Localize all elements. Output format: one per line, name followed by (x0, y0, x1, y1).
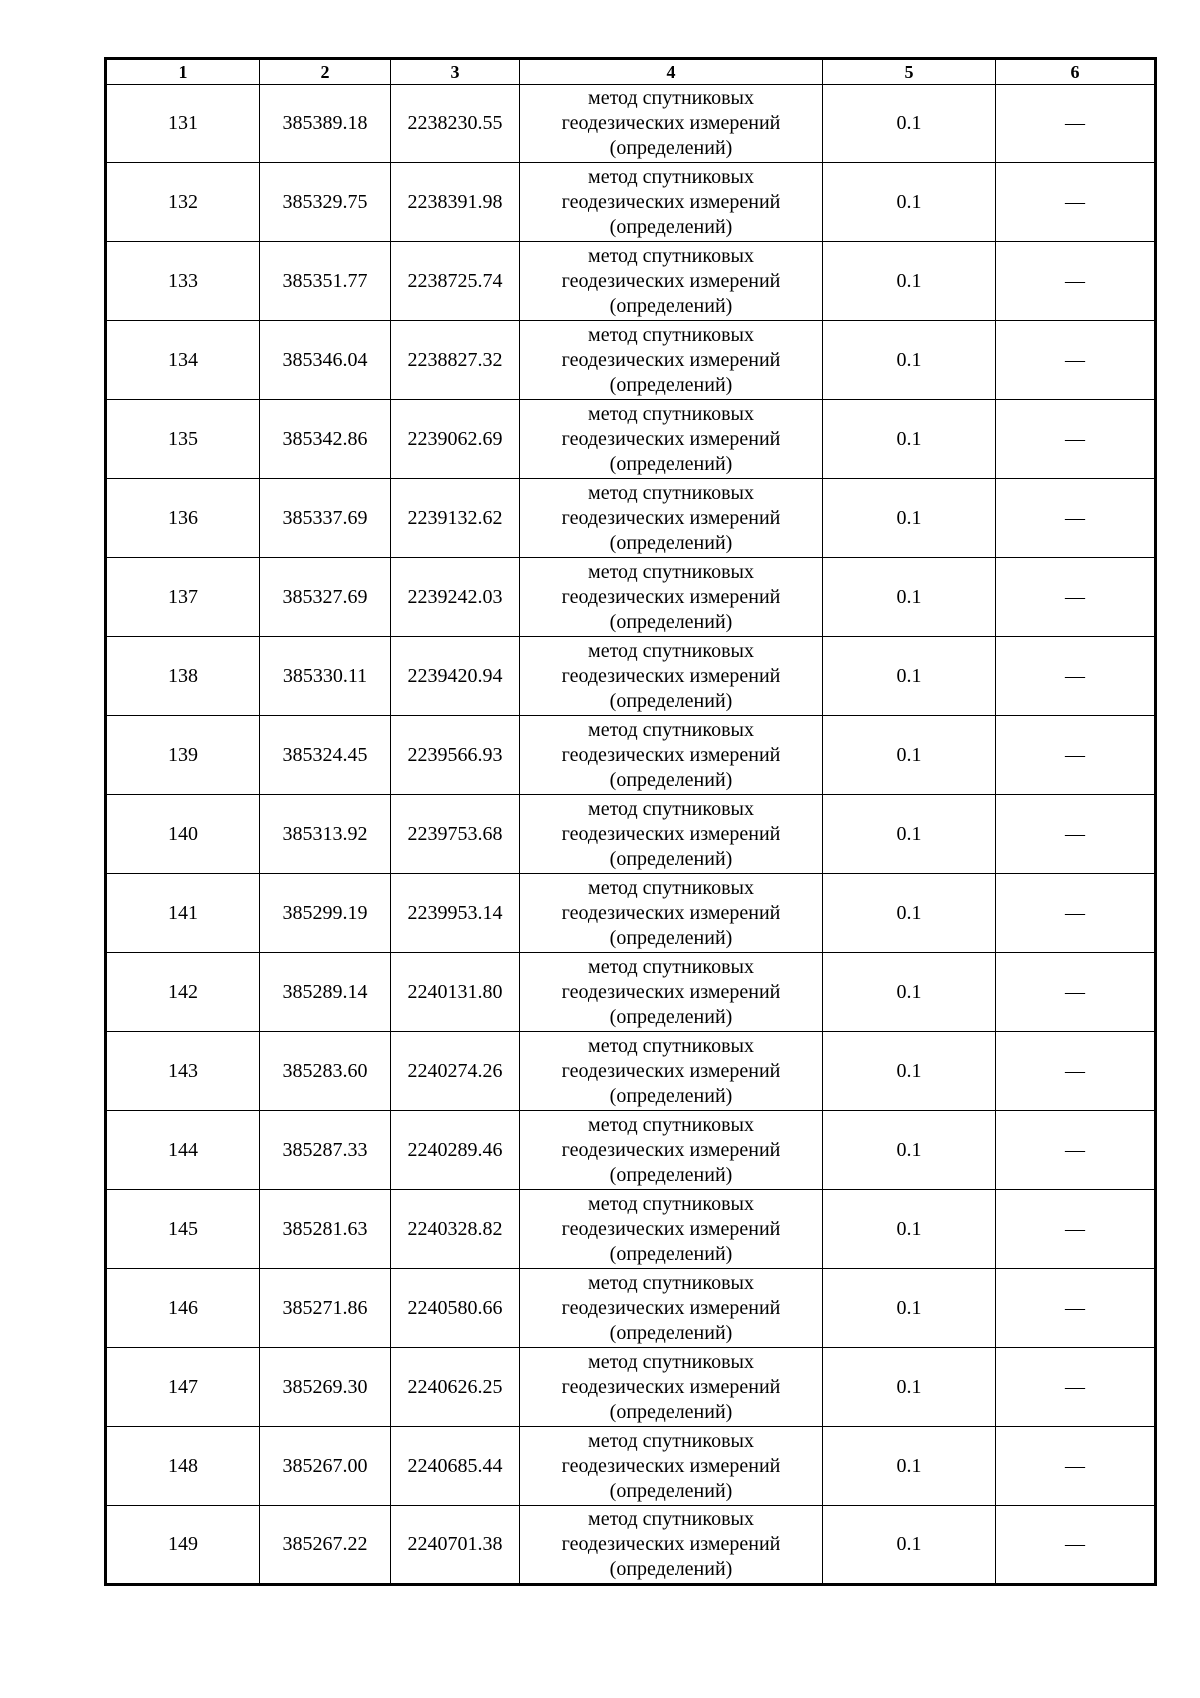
x-coordinate-cell: 385283.60 (260, 1032, 391, 1111)
note-cell: — (996, 1427, 1156, 1506)
point-number-cell: 147 (106, 1348, 260, 1427)
note-cell: — (996, 1111, 1156, 1190)
method-text-line: (определений) (609, 1321, 733, 1344)
point-number-cell: 149 (106, 1506, 260, 1585)
note-cell: — (996, 1269, 1156, 1348)
accuracy-cell: 0.1 (823, 163, 996, 242)
method-cell (520, 953, 823, 1032)
method-text-line: метод спутниковых (588, 1271, 754, 1294)
point-number-cell: 139 (106, 716, 260, 795)
x-coordinate-cell: 385281.63 (260, 1190, 391, 1269)
y-coordinate-cell: 2238230.55 (391, 85, 520, 163)
y-coordinate-cell: 2240328.82 (391, 1190, 520, 1269)
y-coordinate-cell: 2239242.03 (391, 558, 520, 637)
method-cell (520, 1348, 823, 1427)
method-text-line: (определений) (609, 926, 733, 949)
method-text-line: геодезических измерений (561, 1375, 781, 1398)
y-coordinate-cell: 2240685.44 (391, 1427, 520, 1506)
method-text-line: геодезических измерений (561, 1217, 781, 1240)
accuracy-cell: 0.1 (823, 1111, 996, 1190)
note-cell: — (996, 479, 1156, 558)
point-number-cell: 133 (106, 242, 260, 321)
accuracy-cell: 0.1 (823, 716, 996, 795)
method-text-line: (определений) (609, 1558, 733, 1580)
x-coordinate-cell: 385289.14 (260, 953, 391, 1032)
table-header (106, 59, 1156, 85)
table-row (106, 163, 1156, 242)
y-coordinate-cell: 2238725.74 (391, 242, 520, 321)
note-cell: — (996, 953, 1156, 1032)
table-body (106, 85, 1156, 1585)
method-text-line: (определений) (609, 373, 733, 396)
method-cell (520, 1269, 823, 1348)
method-text-line: (определений) (609, 1163, 733, 1186)
table-row (106, 1190, 1156, 1269)
table-row (106, 637, 1156, 716)
method-text-line: метод спутниковых (588, 1192, 754, 1215)
table-row (106, 558, 1156, 637)
table-row (106, 1032, 1156, 1111)
method-text-line: геодезических измерений (561, 506, 781, 529)
method-text-line: метод спутниковых (588, 560, 754, 583)
method-text-line: метод спутниковых (588, 639, 754, 662)
method-text-line: метод спутниковых (588, 87, 754, 109)
point-number-cell: 143 (106, 1032, 260, 1111)
method-cell (520, 1506, 823, 1585)
table-row (106, 479, 1156, 558)
method-text-line: геодезических измерений (561, 585, 781, 608)
x-coordinate-cell: 385299.19 (260, 874, 391, 953)
method-text-line: геодезических измерений (561, 822, 781, 845)
y-coordinate-cell: 2239420.94 (391, 637, 520, 716)
point-number-cell: 132 (106, 163, 260, 242)
method-text-line: (определений) (609, 452, 733, 475)
method-text-line: (определений) (609, 1084, 733, 1107)
table-row (106, 1506, 1156, 1585)
point-number-cell: 135 (106, 400, 260, 479)
point-number-cell: 145 (106, 1190, 260, 1269)
method-text-line: геодезических измерений (561, 901, 781, 924)
table-row (106, 85, 1156, 163)
x-coordinate-cell: 385287.33 (260, 1111, 391, 1190)
table-row (106, 716, 1156, 795)
method-text-line: (определений) (609, 689, 733, 712)
method-text-line: (определений) (609, 847, 733, 870)
method-text-line: метод спутниковых (588, 323, 754, 346)
point-number-cell: 142 (106, 953, 260, 1032)
note-cell: — (996, 163, 1156, 242)
method-text-line: метод спутниковых (588, 955, 754, 978)
table-row (106, 874, 1156, 953)
table-row (106, 795, 1156, 874)
note-cell: — (996, 242, 1156, 321)
accuracy-cell: 0.1 (823, 479, 996, 558)
method-text-line: метод спутниковых (588, 402, 754, 425)
y-coordinate-cell: 2240131.80 (391, 953, 520, 1032)
y-coordinate-cell: 2240580.66 (391, 1269, 520, 1348)
method-text-line: геодезических измерений (561, 112, 781, 134)
method-text-line: геодезических измерений (561, 427, 781, 450)
method-cell (520, 163, 823, 242)
method-text-line: (определений) (609, 1479, 733, 1502)
y-coordinate-cell: 2239753.68 (391, 795, 520, 874)
method-text-line: геодезических измерений (561, 1454, 781, 1477)
x-coordinate-cell: 385351.77 (260, 242, 391, 321)
x-coordinate-cell: 385342.86 (260, 400, 391, 479)
x-coordinate-cell: 385269.30 (260, 1348, 391, 1427)
table-row (106, 1427, 1156, 1506)
note-cell: — (996, 1190, 1156, 1269)
note-cell: — (996, 795, 1156, 874)
method-cell (520, 637, 823, 716)
method-text-line: геодезических измерений (561, 269, 781, 292)
header-col-4: 4 (520, 59, 823, 85)
accuracy-cell: 0.1 (823, 795, 996, 874)
method-cell (520, 795, 823, 874)
accuracy-cell: 0.1 (823, 1348, 996, 1427)
table-row (106, 1269, 1156, 1348)
method-text-line: метод спутниковых (588, 1113, 754, 1136)
table-row (106, 953, 1156, 1032)
table-row (106, 321, 1156, 400)
y-coordinate-cell: 2240274.26 (391, 1032, 520, 1111)
method-cell (520, 1427, 823, 1506)
method-cell (520, 558, 823, 637)
x-coordinate-cell: 385337.69 (260, 479, 391, 558)
method-cell (520, 321, 823, 400)
point-number-cell: 136 (106, 479, 260, 558)
y-coordinate-cell: 2238391.98 (391, 163, 520, 242)
method-text-line: (определений) (609, 1242, 733, 1265)
point-number-cell: 141 (106, 874, 260, 953)
x-coordinate-cell: 385346.04 (260, 321, 391, 400)
point-number-cell: 144 (106, 1111, 260, 1190)
method-text-line: геодезических измерений (561, 348, 781, 371)
table-row (106, 1111, 1156, 1190)
table-row (106, 400, 1156, 479)
method-cell (520, 716, 823, 795)
y-coordinate-cell: 2239953.14 (391, 874, 520, 953)
method-text-line: метод спутниковых (588, 1350, 754, 1373)
accuracy-cell: 0.1 (823, 1506, 996, 1585)
method-cell (520, 1190, 823, 1269)
y-coordinate-cell: 2239566.93 (391, 716, 520, 795)
note-cell: — (996, 321, 1156, 400)
method-cell (520, 1111, 823, 1190)
method-text-line: метод спутниковых (588, 1034, 754, 1057)
accuracy-cell: 0.1 (823, 1032, 996, 1111)
x-coordinate-cell: 385389.18 (260, 85, 391, 163)
accuracy-cell: 0.1 (823, 85, 996, 163)
method-text-line: метод спутниковых (588, 165, 754, 188)
method-text-line: метод спутниковых (588, 1508, 754, 1530)
method-text-line: (определений) (609, 1400, 733, 1423)
method-text-line: (определений) (609, 1005, 733, 1028)
x-coordinate-cell: 385327.69 (260, 558, 391, 637)
note-cell: — (996, 1032, 1156, 1111)
header-col-2: 2 (260, 59, 391, 85)
method-text-line: геодезических измерений (561, 190, 781, 213)
table-row (106, 1348, 1156, 1427)
accuracy-cell: 0.1 (823, 874, 996, 953)
x-coordinate-cell: 385267.00 (260, 1427, 391, 1506)
method-text-line: (определений) (609, 294, 733, 317)
note-cell: — (996, 874, 1156, 953)
table-row (106, 242, 1156, 321)
accuracy-cell: 0.1 (823, 400, 996, 479)
method-cell (520, 479, 823, 558)
y-coordinate-cell: 2238827.32 (391, 321, 520, 400)
method-cell (520, 874, 823, 953)
x-coordinate-cell: 385330.11 (260, 637, 391, 716)
accuracy-cell: 0.1 (823, 1269, 996, 1348)
y-coordinate-cell: 2240289.46 (391, 1111, 520, 1190)
method-text-line: геодезических измерений (561, 743, 781, 766)
note-cell: — (996, 558, 1156, 637)
note-cell: — (996, 85, 1156, 163)
header-col-3: 3 (391, 59, 520, 85)
accuracy-cell: 0.1 (823, 1190, 996, 1269)
x-coordinate-cell: 385313.92 (260, 795, 391, 874)
point-number-cell: 148 (106, 1427, 260, 1506)
note-cell: — (996, 1348, 1156, 1427)
y-coordinate-cell: 2240626.25 (391, 1348, 520, 1427)
point-number-cell: 131 (106, 85, 260, 163)
method-text-line: геодезических измерений (561, 664, 781, 687)
method-text-line: геодезических измерений (561, 1533, 781, 1555)
header-col-5: 5 (823, 59, 996, 85)
method-text-line: метод спутниковых (588, 718, 754, 741)
method-cell (520, 85, 823, 163)
method-text-line: метод спутниковых (588, 797, 754, 820)
y-coordinate-cell: 2239062.69 (391, 400, 520, 479)
method-text-line: геодезических измерений (561, 1296, 781, 1319)
method-text-line: метод спутниковых (588, 1429, 754, 1452)
x-coordinate-cell: 385267.22 (260, 1506, 391, 1585)
method-text-line: (определений) (609, 137, 733, 159)
accuracy-cell: 0.1 (823, 321, 996, 400)
accuracy-cell: 0.1 (823, 637, 996, 716)
header-col-1: 1 (106, 59, 260, 85)
point-number-cell: 138 (106, 637, 260, 716)
point-number-cell: 140 (106, 795, 260, 874)
method-text-line: геодезических измерений (561, 1059, 781, 1082)
method-text-line: (определений) (609, 610, 733, 633)
method-text-line: (определений) (609, 215, 733, 238)
method-cell (520, 1032, 823, 1111)
header-row (106, 59, 1156, 85)
method-text-line: геодезических измерений (561, 980, 781, 1003)
method-text-line: (определений) (609, 768, 733, 791)
header-col-6: 6 (996, 59, 1156, 85)
note-cell: — (996, 1506, 1156, 1585)
note-cell: — (996, 716, 1156, 795)
x-coordinate-cell: 385329.75 (260, 163, 391, 242)
method-text-line: геодезических измерений (561, 1138, 781, 1161)
note-cell: — (996, 637, 1156, 716)
note-cell: — (996, 400, 1156, 479)
point-number-cell: 137 (106, 558, 260, 637)
method-text-line: (определений) (609, 531, 733, 554)
point-number-cell: 134 (106, 321, 260, 400)
method-cell (520, 242, 823, 321)
method-cell (520, 400, 823, 479)
x-coordinate-cell: 385324.45 (260, 716, 391, 795)
method-text-line: метод спутниковых (588, 244, 754, 267)
accuracy-cell: 0.1 (823, 558, 996, 637)
accuracy-cell: 0.1 (823, 1427, 996, 1506)
method-text-line: метод спутниковых (588, 481, 754, 504)
point-number-cell: 146 (106, 1269, 260, 1348)
y-coordinate-cell: 2240701.38 (391, 1506, 520, 1585)
accuracy-cell: 0.1 (823, 242, 996, 321)
y-coordinate-cell: 2239132.62 (391, 479, 520, 558)
coordinates-table (104, 57, 1157, 1586)
x-coordinate-cell: 385271.86 (260, 1269, 391, 1348)
method-text-line: метод спутниковых (588, 876, 754, 899)
accuracy-cell: 0.1 (823, 953, 996, 1032)
